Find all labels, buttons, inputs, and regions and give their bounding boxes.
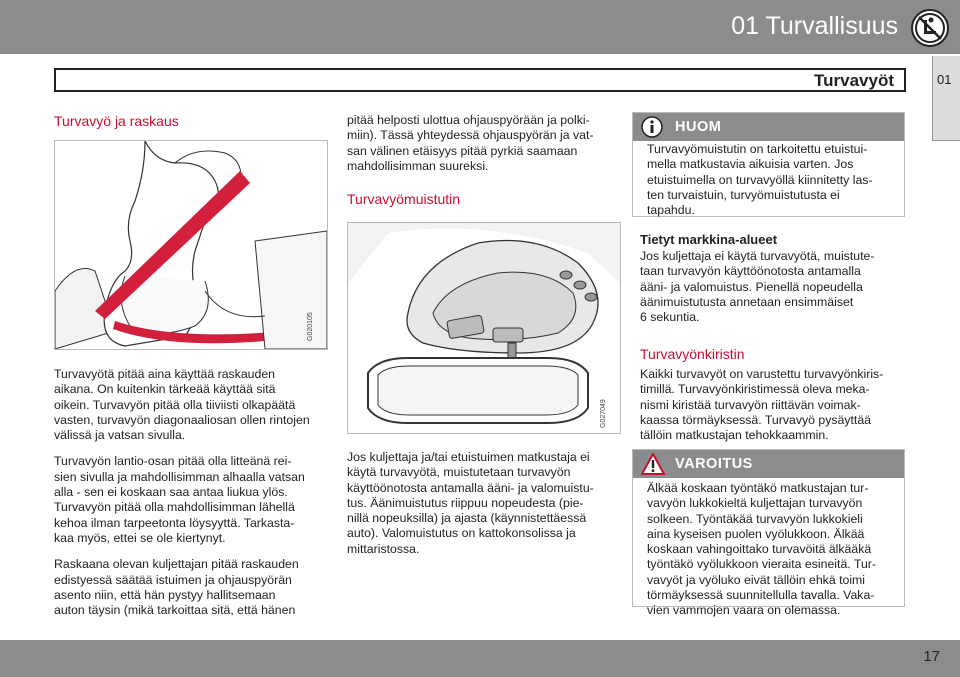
- text-line: kaassa törmäyksessä. Turvavyö pysäyttää: [640, 412, 872, 427]
- image-code: G027049: [600, 399, 607, 428]
- pregnancy-text: [54, 367, 329, 618]
- text-line: 6 sekuntia.: [640, 310, 700, 325]
- pregnancy-heading: Turvavyö ja raskaus: [54, 113, 179, 129]
- no-seat-icon: [910, 8, 950, 48]
- paragraph: [647, 142, 896, 218]
- note-box: [632, 112, 905, 217]
- reminder-heading: Turvavyömuistutin: [347, 191, 461, 208]
- reminder-text: [347, 450, 622, 557]
- paragraph: [54, 454, 329, 546]
- column-1: [54, 113, 329, 129]
- text-line: aikana. On kuitenkin tärkeää käyttää sitä: [54, 382, 276, 397]
- pregnant-belt-illustration: [54, 140, 328, 350]
- text-line: Jos kuljettaja ei käytä turvavyötä, muistute-: [640, 249, 875, 263]
- text-line: pitää helposti ulottua ohjauspyörään ja polki-: [347, 113, 590, 127]
- paragraph: [640, 367, 910, 443]
- text-line: kaa myös, ettei se ole kiertynyt.: [54, 530, 226, 545]
- chapter-tab-label: 01: [937, 72, 952, 87]
- text-line: Älkää koskaan työntäkö matkustajan tur-: [647, 481, 869, 495]
- text-line: miin). Tässä yhteydessä ohjauspyörän ja vat-: [347, 128, 594, 143]
- note-header: [633, 113, 904, 141]
- text-line: käyttöönotosta antamalla ääni- ja valomuistu-: [347, 480, 594, 495]
- text-line: mella matkustavia aikuisia varten. Jos: [647, 157, 854, 172]
- text-line: etuistuimella on turvavyöllä kiinnitetty las-: [647, 172, 873, 187]
- paragraph: [54, 557, 329, 618]
- tensioner-section: [640, 346, 910, 443]
- text-line: mittaristossa.: [347, 541, 420, 556]
- text-line: työntäkö vyölukkoon vieraita esineitä. Tur-: [647, 557, 876, 572]
- text-line: käytä turvavyötä, muistutetaan turvavyön: [347, 465, 571, 480]
- text-line: Turvavyömuistutin on tarkoitettu etuistui-: [647, 142, 868, 156]
- chapter-header-bar: [0, 0, 960, 54]
- warning-body: [633, 478, 904, 625]
- text-line: auto). Valomuistutus on kattokonsolissa ja: [347, 526, 576, 541]
- text-line: oikein. Turvavyön pitää olla tiiviisti olkapäätä: [54, 397, 296, 412]
- note-label: HUOM: [675, 119, 722, 135]
- warning-header: [633, 450, 904, 478]
- text-line: kehoa ilman tarpeetonta löysyyttä. Tarkasta-: [54, 515, 295, 530]
- text-line: ten turvaistuin, turvyömuistutusta ei: [647, 187, 840, 202]
- text-line: tus. Äänimuistutus riippuu nopeudesta (pie-: [347, 495, 584, 510]
- page-footer: [0, 640, 960, 677]
- text-line: taan turvavyön käyttöönotosta antamalla: [640, 264, 861, 279]
- paragraph: [640, 249, 910, 325]
- text-line: tapahdu.: [647, 203, 695, 218]
- paragraph: [347, 113, 622, 174]
- text-line: solkeen. Työntäkää turvavyön lukkokieli: [647, 511, 863, 526]
- text-line: mahdollisimman suureksi.: [347, 158, 489, 173]
- text-line: sien sivulla ja mahdollisimman alhaalla vatsan: [54, 469, 305, 484]
- warning-label: VAROITUS: [675, 456, 753, 472]
- chapter-title: 01 Turvallisuus: [731, 12, 898, 40]
- note-body: [633, 141, 904, 224]
- paragraph: [54, 367, 329, 443]
- pregnant-woman-image: [55, 141, 327, 349]
- image-code: G020105: [307, 312, 314, 341]
- text-line: Turvavyön lantio-osan pitää olla litteänä rei-: [54, 454, 292, 469]
- markets-heading: Tietyt markkina-alueet: [640, 232, 778, 247]
- text-line: nillä nopeuksilla) ja ajasta (käynnistettäessä: [347, 511, 587, 526]
- ceiling-console-illustration: [347, 222, 621, 434]
- text-line: vien vammojen vaara on olemassa.: [647, 603, 841, 618]
- text-line: Jos kuljettaja ja/tai etuistuimen matkustaja ei: [347, 450, 590, 464]
- text-line: auton täysin (mikä tarkoittaa sitä, että hänen: [54, 603, 296, 618]
- text-line: Kaikki turvavyöt on varustettu turvavyönkiris-: [640, 367, 884, 381]
- page-number: 17: [923, 648, 940, 665]
- tensioner-heading: Turvavyönkiristin: [640, 346, 745, 362]
- text-line: san välinen etäisyys pitää pyrkiä saamaan: [347, 143, 578, 158]
- text-line: äänimuistutusta annetaan ensimmäiset: [640, 294, 854, 309]
- ceiling-console-image: [348, 223, 620, 433]
- text-line: välissä ja vatsan sivulla.: [54, 428, 186, 443]
- text-line: Turvavyön pitää olla mahdollisimman lähellä: [54, 500, 295, 515]
- warning-icon: [641, 453, 665, 475]
- column-2: [347, 113, 622, 207]
- text-line: nismi kiristää turvavyön riittävän voimak-: [640, 397, 861, 412]
- text-line: koskaan vahingoittako turvavöitä älkääkä: [647, 542, 872, 557]
- text-line: vasten, turvavyön diagonaaliosan ollen rintojen: [54, 412, 310, 427]
- text-line: Turvavyötä pitää aina käyttää raskauden: [54, 367, 276, 381]
- text-line: edistyessä säätää istuimen ja ohjauspyörän: [54, 572, 292, 587]
- section-title: Turvavyöt: [814, 71, 894, 90]
- paragraph: [647, 481, 896, 619]
- paragraph: [347, 450, 622, 557]
- info-icon: [641, 116, 663, 138]
- text-line: timillä. Turvavyönkiristimessä oleva meka-: [640, 382, 870, 397]
- text-line: aina kyseisen puolen vyölukkoon. Älkää: [647, 526, 865, 541]
- chapter-tab: [932, 56, 960, 141]
- warning-box: [632, 449, 905, 618]
- text-line: vavyöt ja vyöluko eivät tällöin ehkä toimi: [647, 572, 866, 587]
- text-line: alla - sen ei koskaan saa antaa liukua ylös.: [54, 485, 288, 500]
- section-header: [54, 68, 906, 92]
- text-line: ääni- ja valomuistus. Pienellä nopeudella: [640, 279, 863, 294]
- markets-section: [640, 232, 910, 325]
- text-line: törmäyksessä suunnitellulla tavalla. Vaka-: [647, 588, 875, 603]
- text-line: asento niin, että hän pystyy hallitsemaan: [54, 587, 276, 602]
- text-line: Raskaana olevan kuljettajan pitää raskauden: [54, 557, 299, 572]
- text-line: tällöin matkustajan tehokkaammin.: [640, 428, 829, 443]
- text-line: vavyön lukkokieltä kuljettajan turvavyön: [647, 496, 863, 511]
